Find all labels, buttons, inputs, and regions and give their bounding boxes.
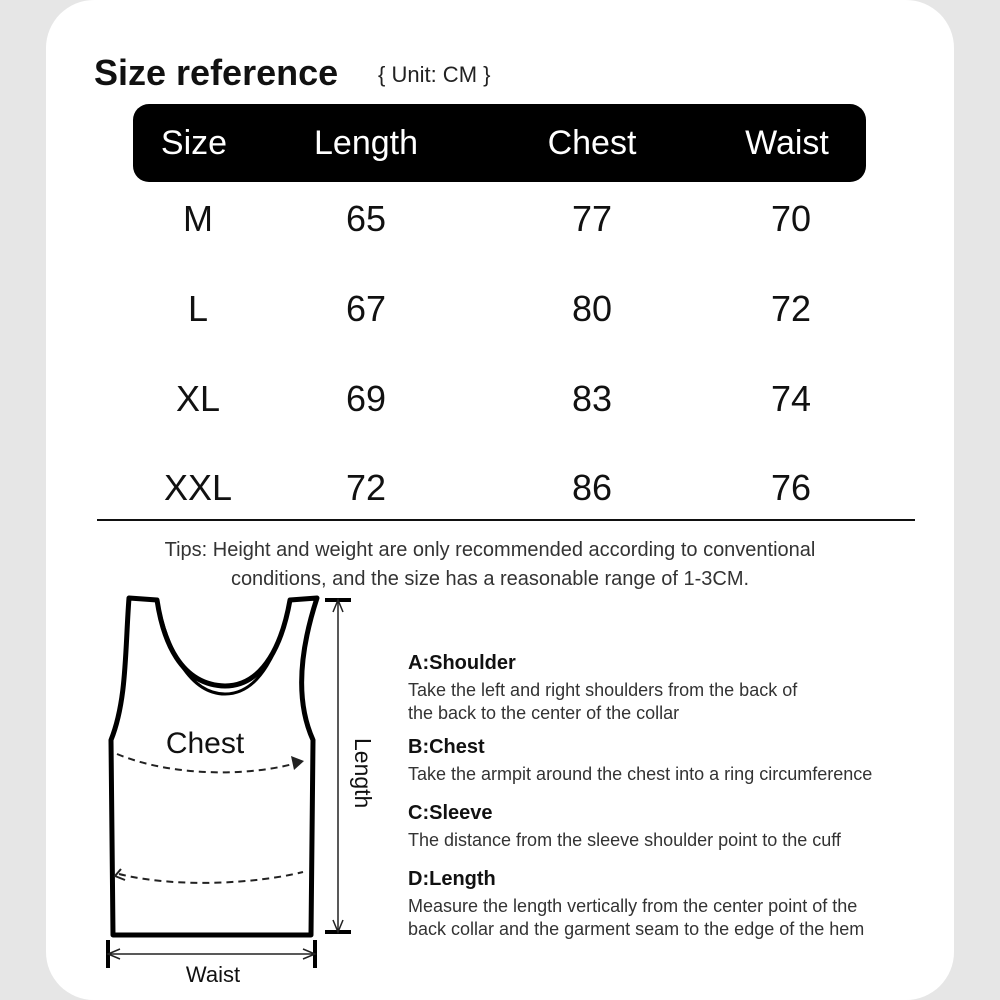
tips-line-1: Tips: Height and weight are only recommended according to conventional [164,539,816,561]
definition-desc [408,895,864,941]
cell-length: 69 [345,378,387,419]
cell-length: 67 [345,288,387,329]
definition-sleeve [408,802,841,852]
header-waist: Waist [745,124,829,162]
unit-label: { Unit: CM } [378,62,491,87]
header-length: Length [314,124,418,162]
definition-length [408,868,864,941]
definition-title: B:Chest [408,736,485,758]
cell-length: 65 [345,198,387,239]
tank-top-diagram [95,590,385,995]
definition-title: D:Length [408,868,496,890]
length-label: Length [350,738,376,809]
cell-waist: 76 [770,467,812,508]
cell-chest: 86 [571,467,613,508]
cell-chest: 77 [571,198,613,239]
definition-desc [408,679,797,725]
table-row [0,288,1000,348]
definition-line: Measure the length vertically from the center point of the [408,896,858,916]
tips-line-2: conditions, and the size has a reasonable range of 1-3CM. [230,568,750,590]
definition-title: C:Sleeve [408,802,493,824]
header-size: Size [160,124,228,162]
waist-label: Waist [185,962,241,987]
cell-size: XXL [163,467,233,508]
cell-size: M [183,198,213,239]
definition-line: The distance from the sleeve shoulder point to the cuff [408,830,841,850]
cell-waist: 74 [770,378,812,419]
table-header [133,104,866,182]
cell-waist: 72 [770,288,812,329]
definition-shoulder [408,652,797,725]
table-row [0,467,1000,527]
table-row [0,198,1000,258]
table-row [0,378,1000,438]
page-title: Size reference [94,52,339,93]
cell-size: XL [175,378,221,419]
table-bottom-rule [97,519,915,521]
cell-length: 72 [345,467,387,508]
cell-waist: 70 [770,198,812,239]
tips-text [90,536,890,594]
definition-line: the back to the center of the collar [408,703,680,723]
cell-size: L [187,288,209,329]
cell-chest: 80 [571,288,613,329]
definition-line: back collar and the garment seam to the edge of the hem [408,919,865,939]
header-chest: Chest [547,124,637,162]
definition-line: Take the armpit around the chest into a ring circumference [408,764,873,784]
definition-chest [408,736,872,786]
definition-desc [408,763,872,786]
definition-title: A:Shoulder [408,652,516,674]
cell-chest: 83 [571,378,613,419]
chest-label: Chest [165,727,245,760]
definition-line: Take the left and right shoulders from the back of [408,680,798,700]
definition-desc [408,829,841,852]
